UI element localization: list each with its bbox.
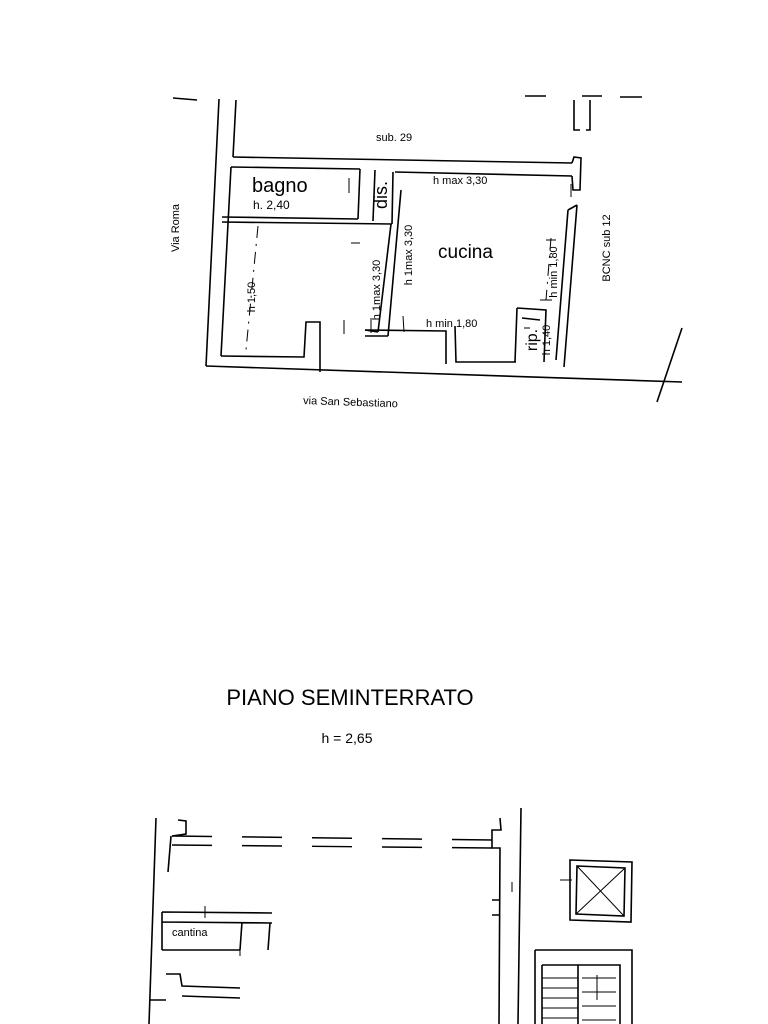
top-right-marks <box>525 96 642 130</box>
stair-shaft-cross <box>576 866 625 916</box>
label-h-max: h max 3,30 <box>433 175 488 187</box>
label-cantina: cantina <box>172 927 208 939</box>
label-rip: rip. <box>524 328 542 352</box>
label-sub-29: sub. 29 <box>376 132 413 144</box>
label-h-150: h 1,50 <box>245 281 258 313</box>
label-cucina: cucina <box>438 242 493 263</box>
left-exterior-wall <box>206 99 236 366</box>
label-rip-height: h 1,40 <box>540 324 553 356</box>
label-dis: dis. <box>370 180 391 210</box>
label-h-min-vertical: h min 1,80 <box>547 246 560 298</box>
label-bagno-height: h. 2,40 <box>253 198 290 212</box>
label-h-min-horizontal: h min 1,80 <box>426 318 478 330</box>
basement-top-dashed-wall <box>172 836 492 848</box>
label-bcnc-sub-12: BCNC sub 12 <box>600 214 613 282</box>
basement-left-wall <box>149 818 186 1024</box>
left-room-bottom-wall <box>221 322 320 372</box>
top-left-dash <box>173 98 197 100</box>
label-via-san-sebastiano: via San Sebastiano <box>302 395 399 411</box>
basement-right-wall <box>492 808 521 1024</box>
section-height: h = 2,65 <box>321 730 373 746</box>
basement-lower-left-walls <box>150 974 240 1000</box>
top-floor-plan <box>170 96 682 410</box>
basement-ticks <box>205 880 572 956</box>
section-heading <box>226 685 473 746</box>
top-partition-wall <box>231 157 572 176</box>
label-via-roma: Via Roma <box>169 203 182 253</box>
label-bagno: bagno <box>252 175 308 197</box>
staircase-walls <box>535 950 632 1024</box>
bottom-exterior-wall <box>206 366 682 382</box>
right-slanted-wall <box>657 328 682 402</box>
right-pillar <box>572 157 581 190</box>
label-h-1max-left: h 1max 3,30 <box>370 259 383 321</box>
section-title: PIANO SEMINTERRATO <box>226 685 474 710</box>
staircase-treads <box>542 975 616 1020</box>
label-h-1max-right: h 1max 3,30 <box>402 224 415 286</box>
basement-floor-plan <box>149 808 632 1024</box>
